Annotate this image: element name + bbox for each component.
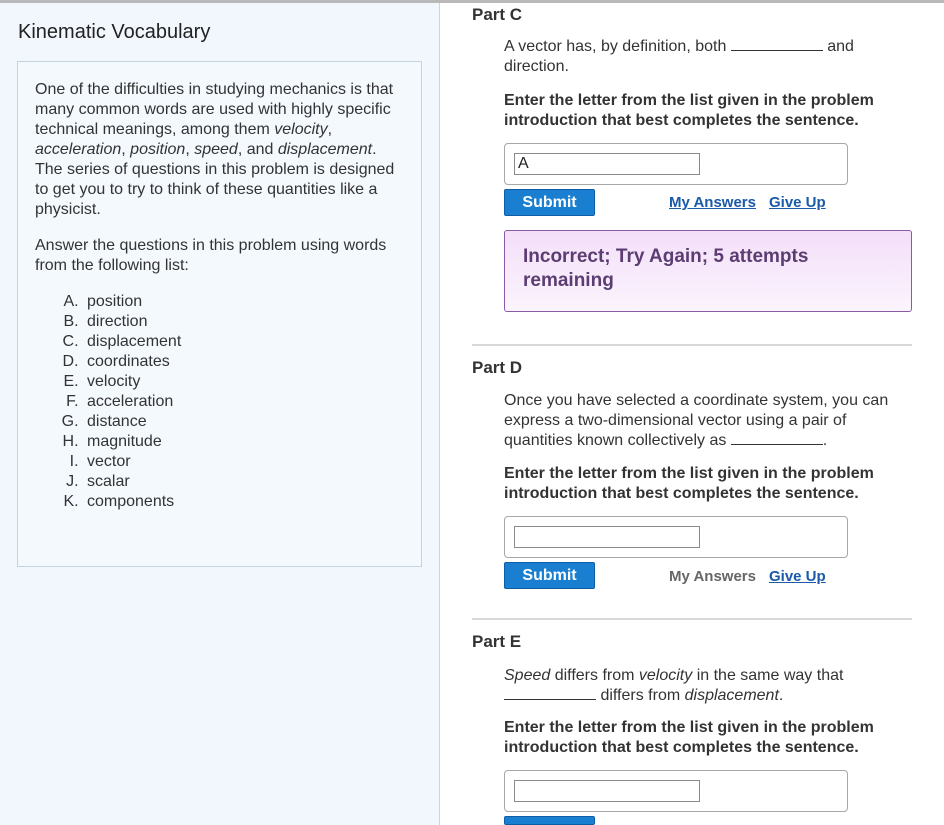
intro-term-velocity: velocity: [274, 121, 328, 138]
intro-text: One of the difficulties in studying mechanics is that many common words are used with highly specific technical meanings, among them: [35, 81, 394, 138]
intro-term-position: position: [130, 141, 186, 158]
word-list-item: E. velocity: [83, 372, 405, 392]
part-d-submit-button[interactable]: Submit: [504, 562, 595, 589]
word-list-item: D. coordinates: [83, 352, 405, 372]
part-d-question-text: .: [822, 432, 828, 449]
intro-instructions: Answer the questions in this problem using words from the following list:: [35, 237, 387, 274]
part-c-feedback: Incorrect; Try Again; 5 attempts remaining: [504, 230, 912, 312]
part-c-answer-input[interactable]: [514, 153, 700, 175]
part-e-instruction: Enter the letter from the list given in the problem introduction that best completes the sentence.: [504, 719, 874, 756]
intro-sep: ,: [327, 121, 333, 138]
introduction-panel: [0, 3, 440, 825]
intro-sep: ,: [185, 141, 195, 158]
part-e-question-text: .: [778, 687, 784, 704]
part-e-answer-input[interactable]: [514, 780, 700, 802]
part-d-instruction: Enter the letter from the list given in the problem introduction that best completes the sentence.: [504, 465, 874, 502]
part-d-heading: Part D: [472, 358, 523, 377]
part-e-submit-button[interactable]: [504, 816, 595, 825]
part-e-term-velocity: velocity: [638, 667, 693, 684]
part-e-term-displacement: displacement: [684, 687, 779, 704]
intro-text: . The series of questions in this problem is designed to get you to try to think of these quantities like a physicist.: [35, 141, 395, 218]
part-e-question: [504, 666, 904, 706]
part-e-question-text: differs from: [550, 667, 639, 684]
section-divider: [472, 344, 912, 346]
word-list-item: F. acceleration: [83, 392, 405, 412]
part-d-answer-box: [504, 516, 848, 558]
answer-blank: [731, 37, 823, 51]
word-list-item: I. vector: [83, 452, 405, 472]
questions-panel: [440, 3, 944, 825]
part-c-give-up-link[interactable]: Give Up: [769, 194, 826, 211]
part-d-answer-input[interactable]: [514, 526, 700, 548]
intro-sep: ,: [121, 141, 131, 158]
part-c-submit-button[interactable]: Submit: [504, 189, 595, 216]
part-c-instruction: Enter the letter from the list given in the problem introduction that best completes the sentence.: [504, 92, 874, 129]
word-list-item: A. position: [83, 292, 405, 312]
part-d-question: [504, 391, 904, 451]
part-e-question-text: differs from: [596, 687, 685, 704]
answer-blank: [731, 431, 823, 445]
word-list-item: C. displacement: [83, 332, 405, 352]
word-list-item: K. components: [83, 492, 405, 512]
part-e-answer-box: [504, 770, 848, 812]
intro-paragraph: [35, 80, 405, 220]
introduction-box: [17, 61, 422, 567]
part-c-my-answers-link[interactable]: My Answers: [669, 194, 756, 211]
word-list-item: B. direction: [83, 312, 405, 332]
part-c-question-text: A vector has, by definition, both: [504, 38, 731, 55]
part-e-heading: Part E: [472, 632, 522, 651]
part-e-term-speed: Speed: [504, 667, 551, 684]
word-list-item: G. distance: [83, 412, 405, 432]
answer-blank: [504, 686, 596, 700]
part-c-heading: Part C: [472, 5, 523, 24]
part-c-answer-box: [504, 143, 848, 185]
word-list-item: H. magnitude: [83, 432, 405, 452]
part-d-my-answers-label: My Answers: [669, 568, 756, 585]
intro-term-acceleration: acceleration: [35, 141, 122, 158]
word-list-item: J. scalar: [83, 472, 405, 492]
intro-sep: , and: [237, 141, 278, 158]
part-c-question-text: and direction.: [504, 38, 854, 75]
section-divider: [472, 618, 912, 620]
part-e-question-text: in the same way that: [692, 667, 844, 684]
word-list: [35, 292, 405, 512]
part-d-give-up-link[interactable]: Give Up: [769, 568, 826, 585]
problem-title: Kinematic Vocabulary: [18, 21, 211, 43]
part-d-question-text: Once you have selected a coordinate system, you can express a two-dimensional vector using a pair of quantities known collectively as: [504, 392, 889, 449]
intro-term-displacement: displacement: [277, 141, 373, 158]
intro-term-speed: speed: [194, 141, 238, 158]
part-c-question: [504, 37, 904, 77]
